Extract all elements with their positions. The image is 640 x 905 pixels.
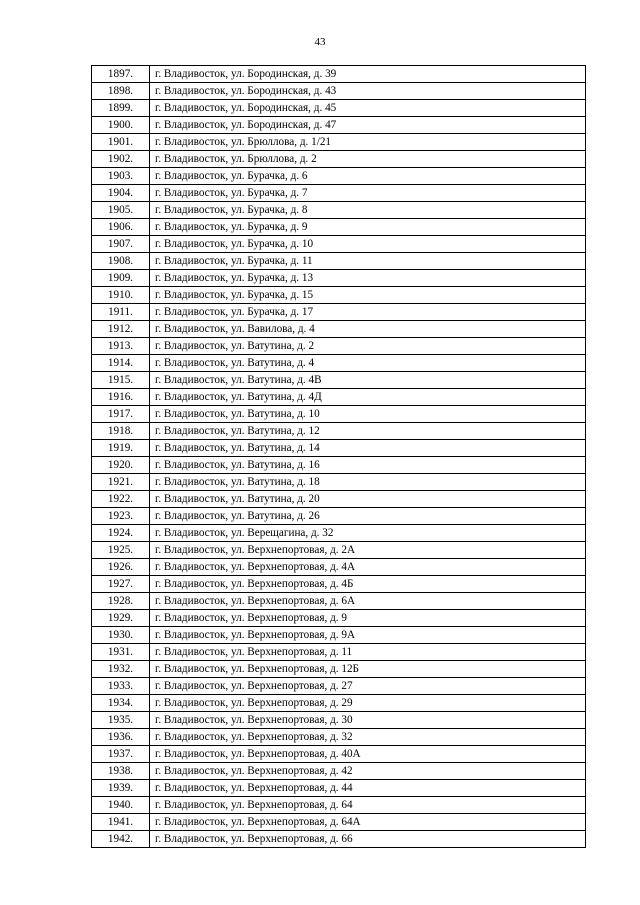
table-row [92, 576, 586, 593]
row-number: 1922. [92, 491, 150, 508]
table-row [92, 593, 586, 610]
table-row [92, 814, 586, 831]
row-number: 1907. [92, 236, 150, 253]
row-address: г. Владивосток, ул. Ватутина, д. 26 [150, 508, 586, 525]
row-address: г. Владивосток, ул. Ватутина, д. 4В [150, 372, 586, 389]
row-address: г. Владивосток, ул. Ватутина, д. 10 [150, 406, 586, 423]
table-row [92, 491, 586, 508]
row-address: г. Владивосток, ул. Верхнепортовая, д. 2А [150, 542, 586, 559]
row-number: 1899. [92, 100, 150, 117]
row-address: г. Владивосток, ул. Бурачка, д. 7 [150, 185, 586, 202]
table-row [92, 610, 586, 627]
row-address: г. Владивосток, ул. Верхнепортовая, д. 29 [150, 695, 586, 712]
row-number: 1938. [92, 763, 150, 780]
row-address: г. Владивосток, ул. Верхнепортовая, д. 9 [150, 610, 586, 627]
row-address: г. Владивосток, ул. Верхнепортовая, д. 11 [150, 644, 586, 661]
row-address: г. Владивосток, ул. Бурачка, д. 9 [150, 219, 586, 236]
table-row [92, 661, 586, 678]
row-address: г. Владивосток, ул. Верхнепортовая, д. 27 [150, 678, 586, 695]
row-number: 1909. [92, 270, 150, 287]
table-row [92, 559, 586, 576]
row-number: 1926. [92, 559, 150, 576]
table-row [92, 202, 586, 219]
row-number: 1917. [92, 406, 150, 423]
table-row [92, 287, 586, 304]
table-row [92, 406, 586, 423]
table-row [92, 525, 586, 542]
row-number: 1927. [92, 576, 150, 593]
table-row [92, 831, 586, 848]
table-row [92, 542, 586, 559]
table-row [92, 321, 586, 338]
row-address: г. Владивосток, ул. Верхнепортовая, д. 4А [150, 559, 586, 576]
row-number: 1930. [92, 627, 150, 644]
row-address: г. Владивосток, ул. Верхнепортовая, д. 44 [150, 780, 586, 797]
table-row [92, 236, 586, 253]
table-row [92, 338, 586, 355]
row-number: 1918. [92, 423, 150, 440]
row-number: 1924. [92, 525, 150, 542]
table-row [92, 253, 586, 270]
table-row [92, 355, 586, 372]
row-address: г. Владивосток, ул. Бурачка, д. 10 [150, 236, 586, 253]
row-address: г. Владивосток, ул. Верещагина, д. 32 [150, 525, 586, 542]
row-number: 1901. [92, 134, 150, 151]
table-row [92, 389, 586, 406]
row-number: 1937. [92, 746, 150, 763]
row-address: г. Владивосток, ул. Бородинская, д. 47 [150, 117, 586, 134]
table-row [92, 134, 586, 151]
table-row [92, 627, 586, 644]
row-address: г. Владивосток, ул. Ватутина, д. 4Д [150, 389, 586, 406]
row-address: г. Владивосток, ул. Ватутина, д. 12 [150, 423, 586, 440]
table-row [92, 100, 586, 117]
table-row [92, 780, 586, 797]
row-address: г. Владивосток, ул. Бородинская, д. 43 [150, 83, 586, 100]
table-row [92, 763, 586, 780]
row-number: 1900. [92, 117, 150, 134]
row-number: 1911. [92, 304, 150, 321]
row-address: г. Владивосток, ул. Брюллова, д. 2 [150, 151, 586, 168]
row-number: 1919. [92, 440, 150, 457]
table-row [92, 117, 586, 134]
row-address: г. Владивосток, ул. Брюллова, д. 1/21 [150, 134, 586, 151]
row-address: г. Владивосток, ул. Ватутина, д. 20 [150, 491, 586, 508]
table-row [92, 729, 586, 746]
row-address: г. Владивосток, ул. Бородинская, д. 45 [150, 100, 586, 117]
row-address: г. Владивосток, ул. Ватутина, д. 18 [150, 474, 586, 491]
row-number: 1902. [92, 151, 150, 168]
row-address: г. Владивосток, ул. Ватутина, д. 2 [150, 338, 586, 355]
table-row [92, 644, 586, 661]
table-row [92, 66, 586, 83]
row-number: 1931. [92, 644, 150, 661]
row-address: г. Владивосток, ул. Верхнепортовая, д. 32 [150, 729, 586, 746]
row-number: 1933. [92, 678, 150, 695]
row-number: 1942. [92, 831, 150, 848]
row-address: г. Владивосток, ул. Верхнепортовая, д. 42 [150, 763, 586, 780]
row-address: г. Владивосток, ул. Бурачка, д. 15 [150, 287, 586, 304]
table-row [92, 440, 586, 457]
row-number: 1913. [92, 338, 150, 355]
row-number: 1923. [92, 508, 150, 525]
table-row [92, 508, 586, 525]
row-address: г. Владивосток, ул. Ватутина, д. 4 [150, 355, 586, 372]
table-row [92, 185, 586, 202]
row-address: г. Владивосток, ул. Бурачка, д. 6 [150, 168, 586, 185]
row-number: 1935. [92, 712, 150, 729]
row-address: г. Владивосток, ул. Верхнепортовая, д. 64 [150, 797, 586, 814]
row-number: 1906. [92, 219, 150, 236]
row-number: 1928. [92, 593, 150, 610]
row-address: г. Владивосток, ул. Ватутина, д. 14 [150, 440, 586, 457]
row-address: г. Владивосток, ул. Вавилова, д. 4 [150, 321, 586, 338]
row-number: 1912. [92, 321, 150, 338]
table-row [92, 695, 586, 712]
table-row [92, 457, 586, 474]
row-number: 1921. [92, 474, 150, 491]
row-address: г. Владивосток, ул. Верхнепортовая, д. 4Б [150, 576, 586, 593]
table-row [92, 219, 586, 236]
row-number: 1941. [92, 814, 150, 831]
row-number: 1905. [92, 202, 150, 219]
table-row [92, 797, 586, 814]
row-address: г. Владивосток, ул. Бурачка, д. 8 [150, 202, 586, 219]
table-row [92, 746, 586, 763]
row-number: 1910. [92, 287, 150, 304]
row-address: г. Владивосток, ул. Верхнепортовая, д. 12Б [150, 661, 586, 678]
row-number: 1898. [92, 83, 150, 100]
row-address: г. Владивосток, ул. Ватутина, д. 16 [150, 457, 586, 474]
row-address: г. Владивосток, ул. Верхнепортовая, д. 9А [150, 627, 586, 644]
table-row [92, 423, 586, 440]
table-row [92, 151, 586, 168]
row-number: 1903. [92, 168, 150, 185]
row-address: г. Владивосток, ул. Верхнепортовая, д. 40А [150, 746, 586, 763]
row-number: 1925. [92, 542, 150, 559]
row-address: г. Владивосток, ул. Верхнепортовая, д. 66 [150, 831, 586, 848]
page-number: 43 [314, 36, 326, 48]
row-address: г. Владивосток, ул. Верхнепортовая, д. 64А [150, 814, 586, 831]
table-row [92, 304, 586, 321]
row-address: г. Владивосток, ул. Бурачка, д. 13 [150, 270, 586, 287]
row-number: 1916. [92, 389, 150, 406]
row-number: 1936. [92, 729, 150, 746]
row-number: 1904. [92, 185, 150, 202]
row-address: г. Владивосток, ул. Бородинская, д. 39 [150, 66, 586, 83]
row-number: 1939. [92, 780, 150, 797]
row-number: 1932. [92, 661, 150, 678]
row-number: 1915. [92, 372, 150, 389]
row-address: г. Владивосток, ул. Бурачка, д. 17 [150, 304, 586, 321]
table-row [92, 168, 586, 185]
row-address: г. Владивосток, ул. Бурачка, д. 11 [150, 253, 586, 270]
row-number: 1920. [92, 457, 150, 474]
row-number: 1908. [92, 253, 150, 270]
row-address: г. Владивосток, ул. Верхнепортовая, д. 6А [150, 593, 586, 610]
address-table [91, 65, 586, 848]
row-number: 1914. [92, 355, 150, 372]
table-row [92, 83, 586, 100]
row-number: 1929. [92, 610, 150, 627]
table-row [92, 474, 586, 491]
row-address: г. Владивосток, ул. Верхнепортовая, д. 30 [150, 712, 586, 729]
row-number: 1940. [92, 797, 150, 814]
table-row [92, 270, 586, 287]
table-row [92, 712, 586, 729]
row-number: 1934. [92, 695, 150, 712]
table-row [92, 678, 586, 695]
table-row [92, 372, 586, 389]
address-table-body [92, 66, 586, 848]
row-number: 1897. [92, 66, 150, 83]
